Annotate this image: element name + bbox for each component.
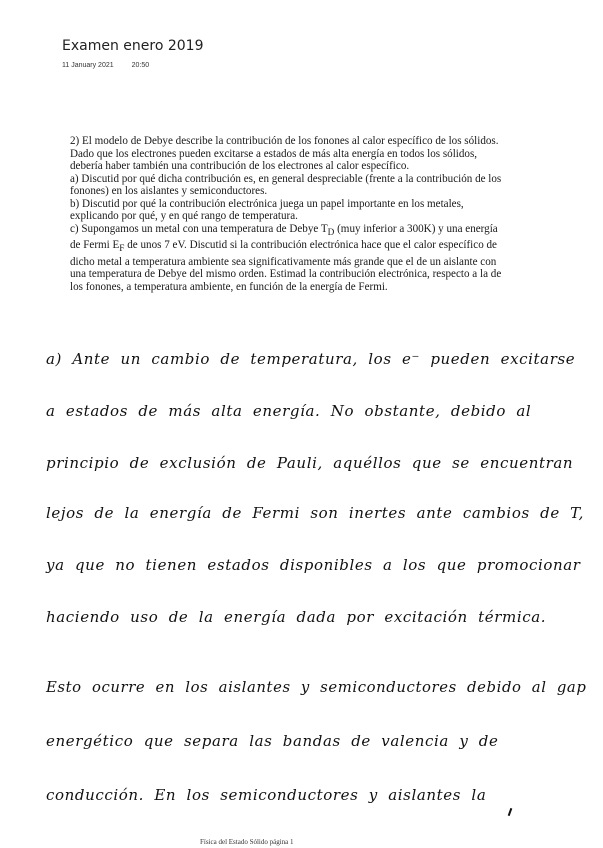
handwritten-line: haciendo uso de la energía dada por excitación térmica. <box>46 608 547 626</box>
problem-line: explicando por qué, y en qué rango de temperatura. <box>70 210 298 222</box>
problem-statement <box>70 135 587 293</box>
page-time: 20:50 <box>131 62 150 69</box>
page-title: Examen enero 2019 <box>62 38 204 54</box>
handwritten-line: lejos de la energía de Fermi son inertes ante cambios de T, <box>46 504 584 522</box>
problem-line: debería haber también una contribución de los electrones al calor específico. <box>70 160 410 172</box>
page-date: 11 January 2021 <box>62 62 114 69</box>
problem-line: una temperatura de Debye del mismo orden. Estimad la contribución electrónica, respecto a la de <box>70 268 502 281</box>
handwritten-line: a) Ante un cambio de temperatura, los e⁻ pueden excitarse <box>46 350 576 368</box>
problem-line: dicho metal a temperatura ambiente sea significativamente más grande que el de un aislante con <box>70 255 497 268</box>
problem-line: 2) El modelo de Debye describe la contribución de los fonones al calor específico de los sólidos. <box>70 135 499 147</box>
problem-line: Dado que los electrones pueden excitarse a estados de más alta energía en todos los sólidos, <box>70 147 478 160</box>
problem-line: a) Discutid por qué dicha contribución es, en general despreciable (frente a la contribución de los <box>70 172 502 185</box>
handwritten-line: conducción. En los semiconductores y aislantes la <box>46 786 487 804</box>
handwritten-line: energético que separa las bandas de valencia y de <box>46 732 499 750</box>
problem-line: fonones) en los aislantes y semiconductores. <box>70 185 268 197</box>
handwritten-line: ya que no tienen estados disponibles a los que promocionar <box>46 556 581 574</box>
problem-line: de Fermi $E_F$ de unos 7 eV. Discutid si la contribución electrónica hace que el calor específico de <box>70 239 497 255</box>
handwritten-line: a estados de más alta energía. No obstante, debido al <box>46 402 532 420</box>
problem-line: c) Supongamos un metal con una temperatura de Debye $T_D$ (muy inferior a 300K) y una energía <box>70 222 498 238</box>
pen-tick-mark <box>508 808 513 816</box>
page-footer: Física del Estado Sólido página 1 <box>200 838 294 846</box>
problem-line: los fonones, a temperatura ambiente, en función de la energía de Fermi. <box>70 280 388 293</box>
handwritten-line: Esto ocurre en los aislantes y semiconductores debido al gap <box>46 678 587 696</box>
problem-line: b) Discutid por qué la contribución electrónica juega un papel importante en los metales, <box>70 197 464 210</box>
page-meta <box>62 62 165 69</box>
handwritten-line: principio de exclusión de Pauli, aquéllos que se encuentran <box>46 454 574 472</box>
